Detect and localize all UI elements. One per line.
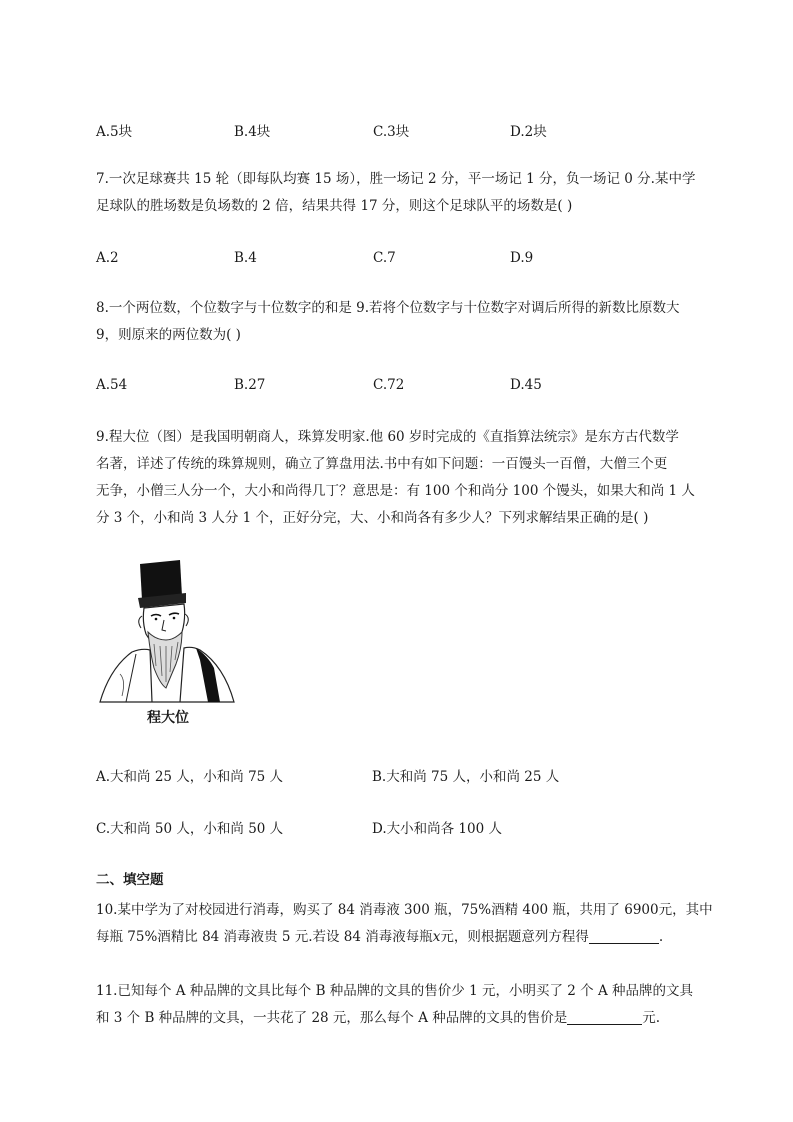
q9-option-a[interactable]: A.大和尚 25 人，小和尚 75 人	[96, 769, 284, 785]
q9-line: 分 3 个，小和尚 3 人分 1 个，正好分完，大、小和尚各有多少人？下列求解结果正确的是( )	[96, 510, 649, 526]
q11-text: 和 3 个 B 种品牌的文具，一共花了 28 元，那么每个 A 种品牌的文具的售价是	[96, 1010, 568, 1026]
q9-stem	[96, 424, 698, 532]
q11-answer-blank[interactable]	[567, 1010, 642, 1025]
section-heading-fill-in: 二、填空题	[96, 872, 164, 888]
q8-option-a[interactable]: A.54	[96, 377, 128, 393]
q10-line	[96, 924, 698, 951]
q6-option-a[interactable]: A.5块	[96, 124, 133, 140]
q6-option-d[interactable]: D.2块	[510, 124, 547, 140]
cheng-dawei-portrait-image	[96, 556, 238, 706]
q11-stem	[96, 978, 698, 1032]
q11-text: 元.	[642, 1010, 661, 1026]
q8-stem	[96, 295, 698, 349]
q6-option-c[interactable]: C.3块	[373, 124, 410, 140]
q9-option-d[interactable]: D.大小和尚各 100 人	[372, 821, 502, 837]
q9-option-c[interactable]: C.大和尚 50 人，小和尚 50 人	[96, 821, 284, 837]
q7-line: 足球队的胜场数是负场数的 2 倍，结果共得 17 分，则这个足球队平的场数是( )	[96, 198, 573, 214]
q8-option-b[interactable]: B.27	[234, 377, 266, 393]
q7-stem	[96, 166, 698, 220]
q10-text: 元，则根据题意列方程得	[440, 929, 589, 945]
q10-answer-blank[interactable]	[589, 929, 659, 944]
q7-option-a[interactable]: A.2	[96, 250, 119, 266]
q9-line: 名著，详述了传统的珠算规则，确立了算盘用法.书中有如下问题：一百馒头一百僧，大僧三个更	[96, 456, 668, 472]
q7-option-c[interactable]: C.7	[373, 250, 396, 266]
q7-line: 7.一次足球赛共 15 轮（即每队均赛 15 场），胜一场记 2 分，平一场记 1 分，负一场记 0 分.某中学	[96, 171, 696, 187]
q6-option-b[interactable]: B.4块	[234, 124, 271, 140]
q9-option-b[interactable]: B.大和尚 75 人，小和尚 25 人	[372, 769, 560, 785]
q8-line: 9，则原来的两位数为( )	[96, 327, 241, 343]
q8-option-c[interactable]: C.72	[373, 377, 405, 393]
q7-option-b[interactable]: B.4	[234, 250, 257, 266]
q10-line: 10.某中学为了对校园进行消毒，购买了 84 消毒液 300 瓶，75%酒精 400 瓶，共用了 6900元，其中	[96, 902, 713, 918]
q9-line: 9.程大位（图）是我国明朝商人，珠算发明家.他 60 岁时完成的《直指算法统宗》是东方古代数学	[96, 429, 679, 445]
q9-line: 无争，小僧三人分一个，大小和尚得几丁？意思是：有 100 个和尚分 100 个馒头，如果大和尚 1 人	[96, 483, 695, 499]
q10-stem	[96, 897, 713, 951]
portrait-caption: 程大位	[147, 710, 189, 726]
q8-option-d[interactable]: D.45	[510, 377, 542, 393]
q7-option-d[interactable]: D.9	[510, 250, 534, 266]
q10-text: .	[658, 929, 664, 945]
q10-text: 每瓶 75%酒精比 84 消毒液贵 5 元.若设 84 消毒液每瓶	[96, 929, 433, 945]
q10-variable: x	[432, 929, 441, 945]
q11-line	[96, 1005, 698, 1032]
q11-line: 11.已知每个 A 种品牌的文具比每个 B 种品牌的文具的售价少 1 元，小明买了 2 个 A 种品牌的文具	[96, 983, 693, 999]
q8-line: 8.一个两位数，个位数字与十位数字的和是 9.若将个位数字与十位数字对调后所得的新数比原数大	[96, 300, 680, 316]
